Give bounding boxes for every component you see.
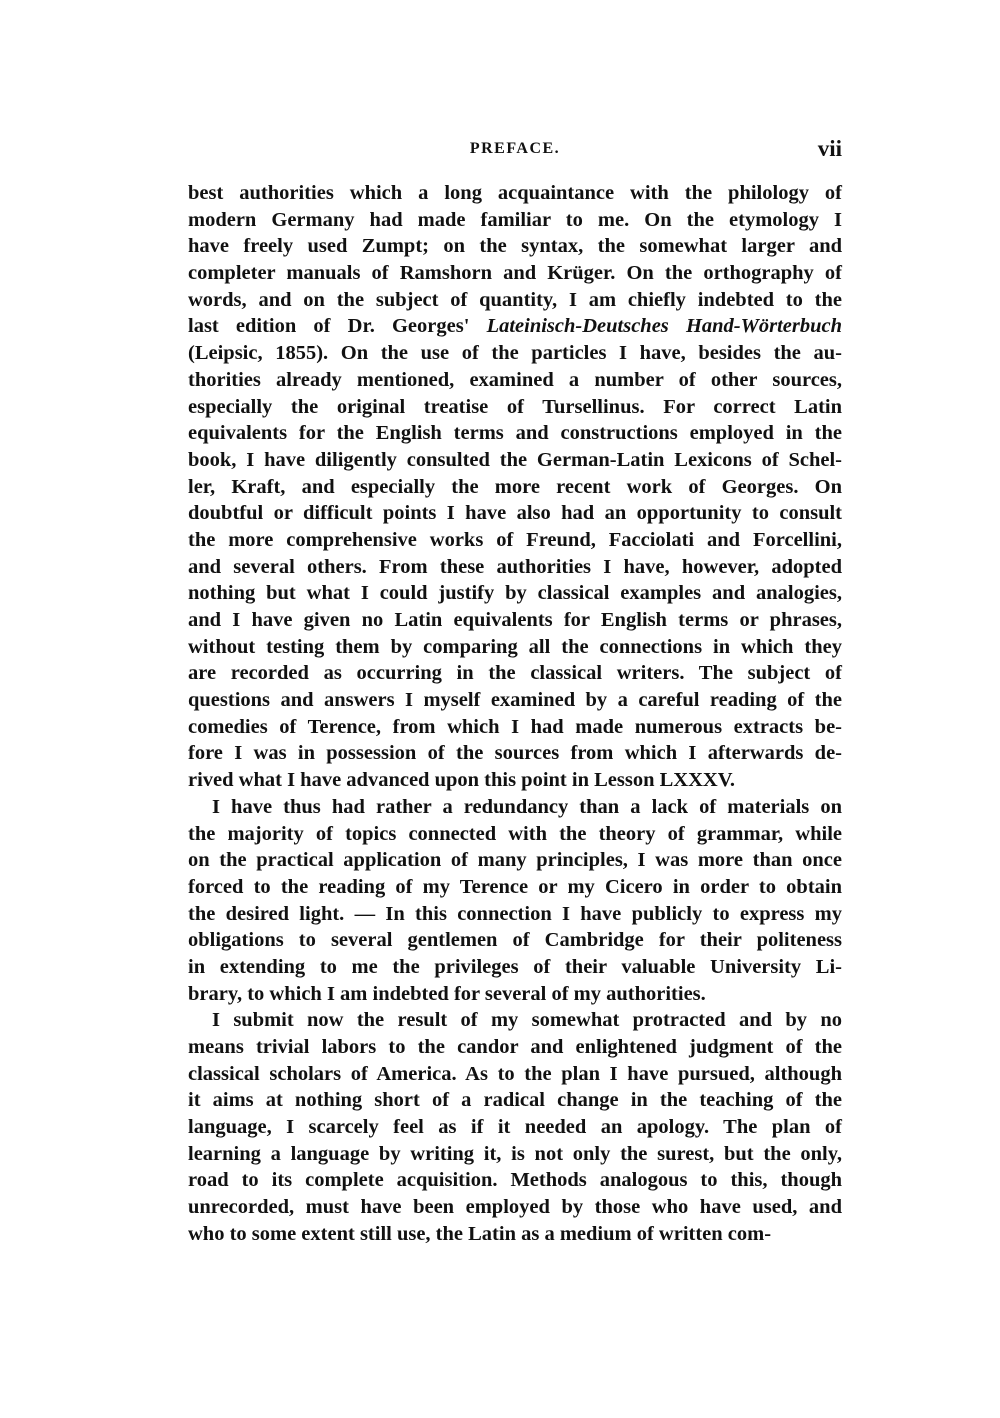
text-line: equivalents for the English terms and constructions employed in the [188, 422, 842, 445]
text-line: classical scholars of America. As to the plan I have pursued, although [188, 1062, 842, 1085]
text-line: and I have given no Latin equivalents for English terms or phrases, [188, 609, 842, 631]
text-line: nothing but what I could justify by classical examples and analogies, [188, 582, 842, 605]
text-line: thorities already mentioned, examined a number of other sources, [188, 368, 842, 391]
text-line: I submit now the result of my somewhat protracted and by no [212, 1009, 842, 1032]
running-head [188, 136, 842, 166]
text-line: language, I scarcely feel as if it needed an apology. The plan of [188, 1116, 842, 1139]
text-line: who to some extent still use, the Latin as a medium of written com- [188, 1222, 772, 1245]
text-line: are recorded as occurring in the classical writers. The subject of [188, 662, 842, 685]
text-line: last edition of Dr. Georges' Lateinisch-Deutsches Hand-Wörterbuch [188, 315, 842, 338]
text-line: brary, to which I am indebted for several of my authorities. [188, 982, 706, 1005]
text-line: ler, Kraft, and especially the more recent work of Georges. On [188, 475, 842, 498]
text-line: rived what I have advanced upon this point in Lesson LXXXV. [188, 769, 735, 792]
text-line: road to its complete acquisition. Methods analogous to this, though [188, 1169, 842, 1192]
paragraph [188, 794, 842, 1008]
text-line: words, and on the subject of quantity, I am chiefly indebted to the [188, 288, 842, 311]
text-line: especially the original treatise of Tursellinus. For correct Latin [188, 395, 842, 418]
text-line: the more comprehensive works of Freund, Facciolati and Forcellini, [188, 528, 842, 551]
text-line: the desired light. — In this connection I have publicly to express my [188, 902, 842, 925]
text-line: I have thus had rather a redundancy than a lack of materials on [212, 795, 842, 818]
text-line: fore I was in possession of the sources from which I afterwards de- [188, 742, 842, 765]
text-line: doubtful or difficult points I have also had an opportunity to consult [188, 502, 842, 525]
text-line: obligations to several gentlemen of Cambridge for their politeness [188, 929, 842, 952]
paragraph [188, 180, 842, 794]
text-line: completer manuals of Ramshorn and Krüger. On the orthography of [188, 262, 842, 285]
text-line: in extending to me the privileges of their valuable University Li- [188, 955, 842, 978]
text-line: comedies of Terence, from which I had made numerous extracts be- [188, 715, 842, 738]
running-title: PREFACE. [469, 140, 561, 157]
text-line: on the practical application of many principles, I was more than once [188, 849, 842, 872]
text-line: and several others. From these authorities I have, however, adopted [188, 555, 842, 578]
book-title: Lateinisch-Deutsches Hand-Wörterbuch [486, 315, 842, 338]
paragraph [188, 1007, 842, 1247]
text-line: (Leipsic, 1855). On the use of the particles I have, besides the au- [188, 342, 842, 365]
text-line: unrecorded, must have been employed by those who have used, and [188, 1196, 842, 1219]
text-line: have freely used Zumpt; on the syntax, the somewhat larger and [188, 235, 842, 258]
page-number: vii [817, 136, 842, 161]
text-line: best authorities which a long acquaintance with the philology of [188, 182, 842, 204]
text-line: questions and answers I myself examined by a careful reading of the [188, 689, 842, 712]
text-line: the majority of topics connected with the theory of grammar, while [188, 822, 842, 845]
text-line: modern Germany had made familiar to me. On the etymology I [188, 208, 842, 231]
text-line: book, I have diligently consulted the German-Latin Lexicons of Schel- [188, 448, 842, 471]
text-line: forced to the reading of my Terence or my Cicero in order to obtain [188, 875, 842, 898]
text-line: it aims at nothing short of a radical change in the teaching of the [188, 1089, 842, 1112]
text-line: means trivial labors to the candor and enlightened judgment of the [188, 1036, 842, 1058]
text-line: without testing them by comparing all the connections in which they [188, 635, 842, 658]
text-line: learning a language by writing it, is not only the surest, but the only, [188, 1142, 842, 1165]
body-text [188, 180, 842, 1248]
